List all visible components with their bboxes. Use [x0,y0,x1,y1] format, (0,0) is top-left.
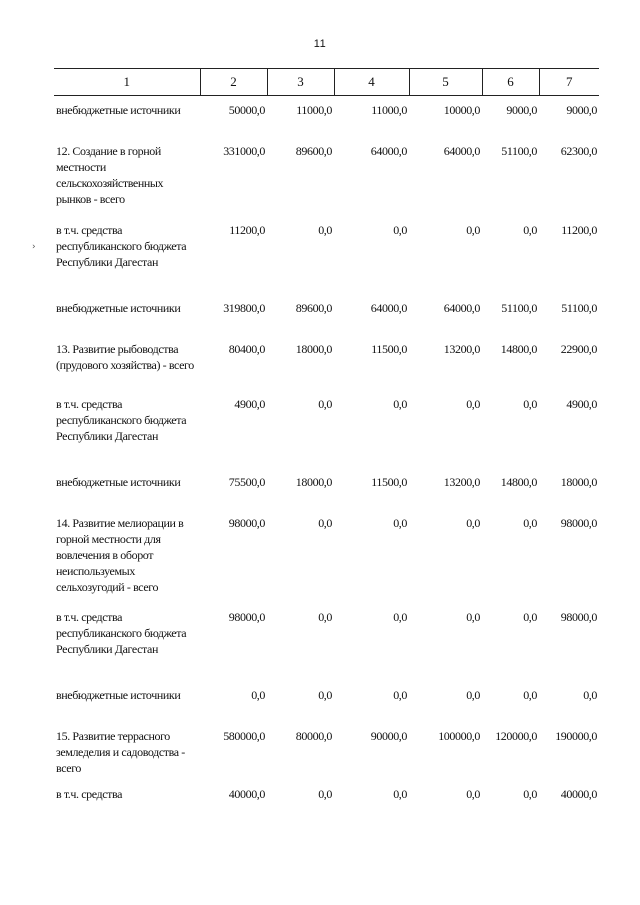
table-row [54,505,599,599]
cell-value: 0,0 [318,516,332,530]
row-label: внебюджетные источники [56,475,181,489]
row-label: 12. Создание в горной местности сельскохозяйственных рынков - всего [56,144,164,206]
row-label: внебюджетные источники [56,103,181,117]
table-row [54,776,599,808]
row-label: 14. Развитие мелиорации в горной местности для вовлечения в оборот неиспользуемых сельхозугодий - всего [56,516,184,594]
cell-value: 0,0 [583,688,597,702]
table-row [54,133,599,212]
cell-value: 89600,0 [295,144,332,158]
cell-value: 190000,0 [555,729,597,743]
cell-value: 319800,0 [223,301,265,315]
table-row [54,599,599,681]
cell-value: 0,0 [393,223,407,237]
cell-value: 331000,0 [223,144,265,158]
table-row [54,718,599,776]
cell-value: 0,0 [466,397,480,411]
cell-value: 0,0 [318,688,332,702]
page-number: 11 [313,38,327,50]
cell-value: 64000,0 [443,144,480,158]
cell-value: 0,0 [318,397,332,411]
margin-mark: › [32,242,36,252]
cell-value: 18000,0 [560,475,597,489]
row-label: в т.ч. средства республиканского бюджета Республики Дагестан [56,223,187,269]
cell-value: 0,0 [466,787,480,801]
cell-value: 0,0 [523,397,537,411]
cell-value: 0,0 [466,516,480,530]
cell-value: 0,0 [393,688,407,702]
table-row [54,468,599,505]
table-row [54,331,599,386]
cell-value: 51100,0 [501,144,537,158]
cell-value: 100000,0 [438,729,480,743]
cell-value: 40000,0 [228,787,265,801]
cell-value: 13200,0 [443,475,480,489]
row-label: в т.ч. средства [56,787,123,801]
cell-value: 4900,0 [234,397,265,411]
cell-value: 98000,0 [228,610,265,624]
table-row [54,212,599,294]
cell-value: 0,0 [318,610,332,624]
column-header: 3 [267,69,334,96]
cell-value: 14800,0 [500,342,537,356]
cell-value: 64000,0 [443,301,480,315]
cell-value: 18000,0 [295,475,332,489]
cell-value: 0,0 [466,223,480,237]
cell-value: 0,0 [318,787,332,801]
cell-value: 10000,0 [443,103,480,117]
cell-value: 0,0 [251,688,265,702]
column-header: 7 [539,69,599,96]
cell-value: 11500,0 [371,475,407,489]
cell-value: 11000,0 [296,103,332,117]
row-label: 15. Развитие террасного земледелия и садоводства - всего [56,729,185,775]
cell-value: 580000,0 [223,729,265,743]
cell-value: 98000,0 [560,610,597,624]
cell-value: 64000,0 [370,301,407,315]
cell-value: 0,0 [393,397,407,411]
budget-table [54,68,599,808]
cell-value: 0,0 [466,610,480,624]
table-row [54,681,599,718]
row-label: внебюджетные источники [56,688,181,702]
cell-value: 0,0 [523,787,537,801]
cell-value: 90000,0 [370,729,407,743]
row-label: в т.ч. средства республиканского бюджета Республики Дагестан [56,610,187,656]
cell-value: 98000,0 [560,516,597,530]
row-label: внебюджетные источники [56,301,181,315]
cell-value: 64000,0 [370,144,407,158]
cell-value: 0,0 [523,516,537,530]
cell-value: 0,0 [523,688,537,702]
table-body [54,96,599,809]
cell-value: 13200,0 [443,342,480,356]
row-label: 13. Развитие рыбоводства (прудового хозяйства) - всего [56,342,194,372]
table-row [54,386,599,468]
cell-value: 80400,0 [228,342,265,356]
cell-value: 11200,0 [561,223,597,237]
table-row [54,96,599,134]
cell-value: 9000,0 [506,103,537,117]
cell-value: 11200,0 [229,223,265,237]
cell-value: 0,0 [393,787,407,801]
cell-value: 0,0 [466,688,480,702]
cell-value: 14800,0 [500,475,537,489]
cell-value: 75500,0 [228,475,265,489]
cell-value: 40000,0 [560,787,597,801]
table-header-row [54,69,599,96]
cell-value: 0,0 [393,610,407,624]
cell-value: 80000,0 [295,729,332,743]
cell-value: 62300,0 [560,144,597,158]
cell-value: 0,0 [318,223,332,237]
cell-value: 98000,0 [228,516,265,530]
cell-value: 51100,0 [501,301,537,315]
column-header: 2 [200,69,267,96]
cell-value: 0,0 [523,223,537,237]
column-header: 5 [409,69,482,96]
cell-value: 51100,0 [561,301,597,315]
cell-value: 9000,0 [566,103,597,117]
cell-value: 11000,0 [371,103,407,117]
cell-value: 11500,0 [371,342,407,356]
cell-value: 0,0 [393,516,407,530]
column-header: 4 [334,69,409,96]
column-header: 6 [482,69,539,96]
cell-value: 4900,0 [566,397,597,411]
cell-value: 50000,0 [228,103,265,117]
column-header: 1 [54,69,200,96]
table-row [54,294,599,331]
cell-value: 0,0 [523,610,537,624]
cell-value: 22900,0 [560,342,597,356]
cell-value: 120000,0 [495,729,537,743]
cell-value: 89600,0 [295,301,332,315]
cell-value: 18000,0 [295,342,332,356]
row-label: в т.ч. средства республиканского бюджета Республики Дагестан [56,397,187,443]
